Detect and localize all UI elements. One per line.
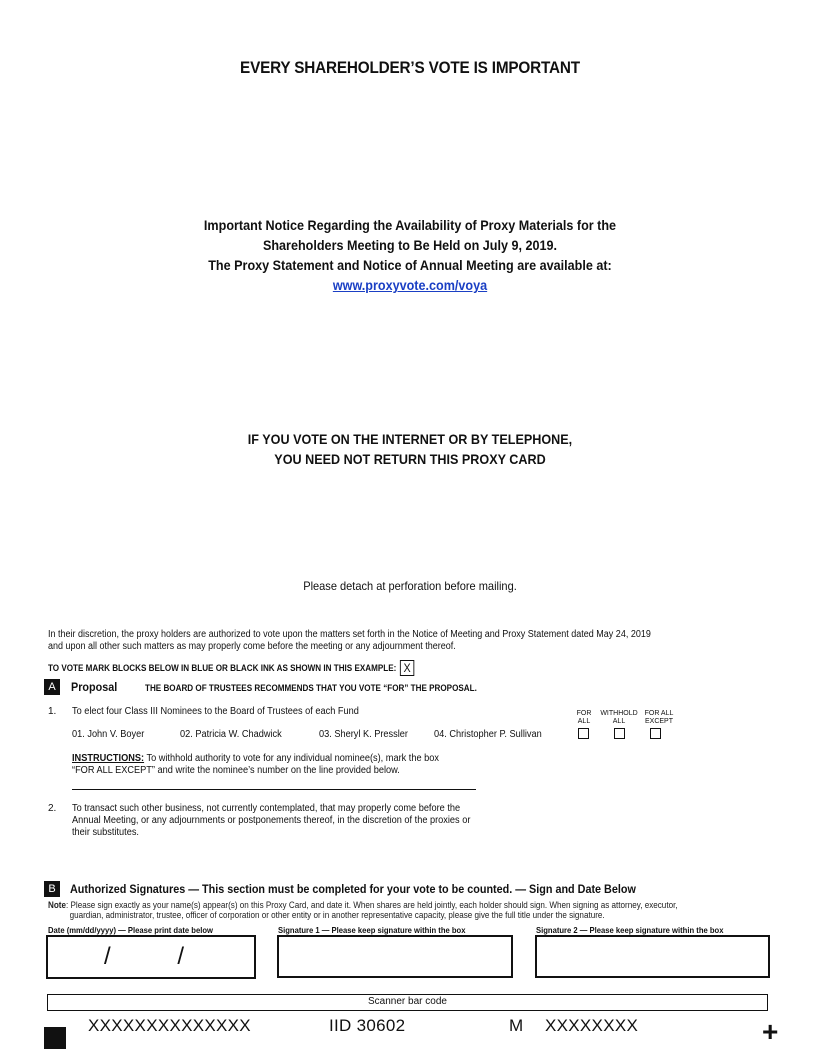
nominee-number-line[interactable] (72, 789, 476, 790)
column-for-all-line1: FOR (576, 710, 592, 717)
proxyvote-link[interactable]: www.proxyvote.com/voya (332, 277, 488, 293)
section-b-title: Authorized Signatures — This section must be completed for your vote to be counted. — Sign and Date Below (70, 882, 636, 896)
internet-vote-notice (41, 429, 779, 469)
item-2-text (72, 803, 514, 839)
proxy-materials-notice (41, 215, 779, 295)
nominee-3: 03. Sheryl K. Pressler (319, 729, 408, 740)
page-title: EVERY SHAREHOLDER’S VOTE IS IMPORTANT (240, 58, 580, 77)
discretion-paragraph (48, 629, 669, 653)
column-for-all-except-line1: FOR ALL (644, 710, 674, 717)
item-1-number: 1. (48, 706, 57, 717)
registration-plus-mark: + (762, 1016, 779, 1047)
internet-notice-line-1: IF YOU VOTE ON THE INTERNET OR BY TELEPHONE, (247, 431, 573, 447)
item-2-line-2: Annual Meeting, or any adjournments or postponements thereof, in the discretion of the proxies or (72, 815, 471, 826)
signature-note (48, 900, 759, 920)
m-code: M (509, 1016, 524, 1035)
mark-example-box: X (400, 660, 414, 676)
iid-code: IID 30602 (329, 1016, 406, 1035)
nominee-1: 01. John V. Boyer (72, 729, 145, 740)
column-for-all (564, 710, 604, 726)
scanner-bar-code-box: Scanner bar code (47, 994, 768, 1011)
detach-instruction: Please detach at perforation before mailing. (303, 579, 517, 593)
for-all-checkbox[interactable] (578, 728, 589, 739)
instructions-line-2: “FOR ALL EXCEPT” and write the nominee’s number on the line provided below. (72, 765, 400, 776)
date-label: Date (mm/dd/yyyy) — Please print date below (48, 925, 213, 935)
withhold-instructions (72, 753, 504, 777)
column-for-all-except (639, 710, 679, 726)
signature-2-field[interactable] (535, 935, 770, 978)
discretion-line-2: and upon all other such matters as may properly come before the meeting or any adjournment thereof. (48, 641, 456, 652)
signature-1-label: Signature 1 — Please keep signature within the box (278, 925, 466, 935)
signature-1-field[interactable] (277, 935, 513, 978)
notice-line-1: Important Notice Regarding the Availability of Proxy Materials for the (203, 217, 617, 233)
discretion-line-1: In their discretion, the proxy holders are authorized to vote upon the matters set forth in the Notice of Meeting and Proxy Statement dated May 24, 2019 (48, 629, 651, 640)
section-b-badge: B (44, 881, 60, 897)
instructions-label: INSTRUCTIONS: (72, 753, 145, 764)
column-for-all-except-line2: EXCEPT (644, 718, 673, 725)
mark-instruction-text: TO VOTE MARK BLOCKS BELOW IN BLUE OR BLACK INK AS SHOWN IN THIS EXAMPLE: (48, 663, 397, 673)
signature-2-label: Signature 2 — Please keep signature within the box (536, 925, 724, 935)
column-for-all-line2: ALL (577, 718, 591, 725)
note-line-1: : Please sign exactly as your name(s) appear(s) on this Proxy Card, and date it. When shares are held jointly, each holder should sign. When signing as attorney, executor, (66, 900, 678, 910)
for-all-except-checkbox[interactable] (650, 728, 661, 739)
section-a-title: Proposal (71, 680, 118, 694)
item-2-number: 2. (48, 803, 57, 814)
account-code: XXXXXXXXXXXXXX (88, 1016, 251, 1035)
nominee-2: 02. Patricia W. Chadwick (180, 729, 282, 740)
nominee-4: 04. Christopher P. Sullivan (434, 729, 542, 740)
internet-notice-line-2: YOU NEED NOT RETURN THIS PROXY CARD (274, 451, 546, 467)
notice-line-2: Shareholders Meeting to Be Held on July 9, 2019. (262, 237, 558, 253)
item-1-text: To elect four Class III Nominees to the Board of Trustees of each Fund (72, 706, 359, 717)
note-label: Note (48, 900, 66, 910)
column-withhold-all-line1: WITHHOLD (600, 710, 638, 717)
item-2-line-1: To transact such other business, not currently contemplated, that may properly come before the (72, 803, 461, 814)
note-line-2: guardian, administrator, trustee, officer of corporation or other entity or in another representative capacity, please give the full title under the signature. (69, 910, 605, 920)
date-separators: / / (104, 943, 185, 970)
registration-block (44, 1027, 66, 1049)
instructions-line-1: To withhold authority to vote for any individual nominee(s), mark the box (144, 753, 439, 764)
section-a-badge: A (44, 679, 60, 695)
date-field[interactable] (46, 935, 256, 979)
control-code: XXXXXXXX (545, 1016, 639, 1035)
mark-instruction-row (48, 660, 414, 676)
notice-line-3: The Proxy Statement and Notice of Annual Meeting are available at: (208, 257, 612, 273)
withhold-all-checkbox[interactable] (614, 728, 625, 739)
column-withhold-all-line2: ALL (612, 718, 626, 725)
section-a-recommendation: THE BOARD OF TRUSTEES RECOMMENDS THAT YOU VOTE “FOR” THE PROPOSAL. (145, 683, 477, 693)
column-withhold-all (599, 710, 639, 726)
item-2-line-3: their substitutes. (72, 827, 139, 838)
